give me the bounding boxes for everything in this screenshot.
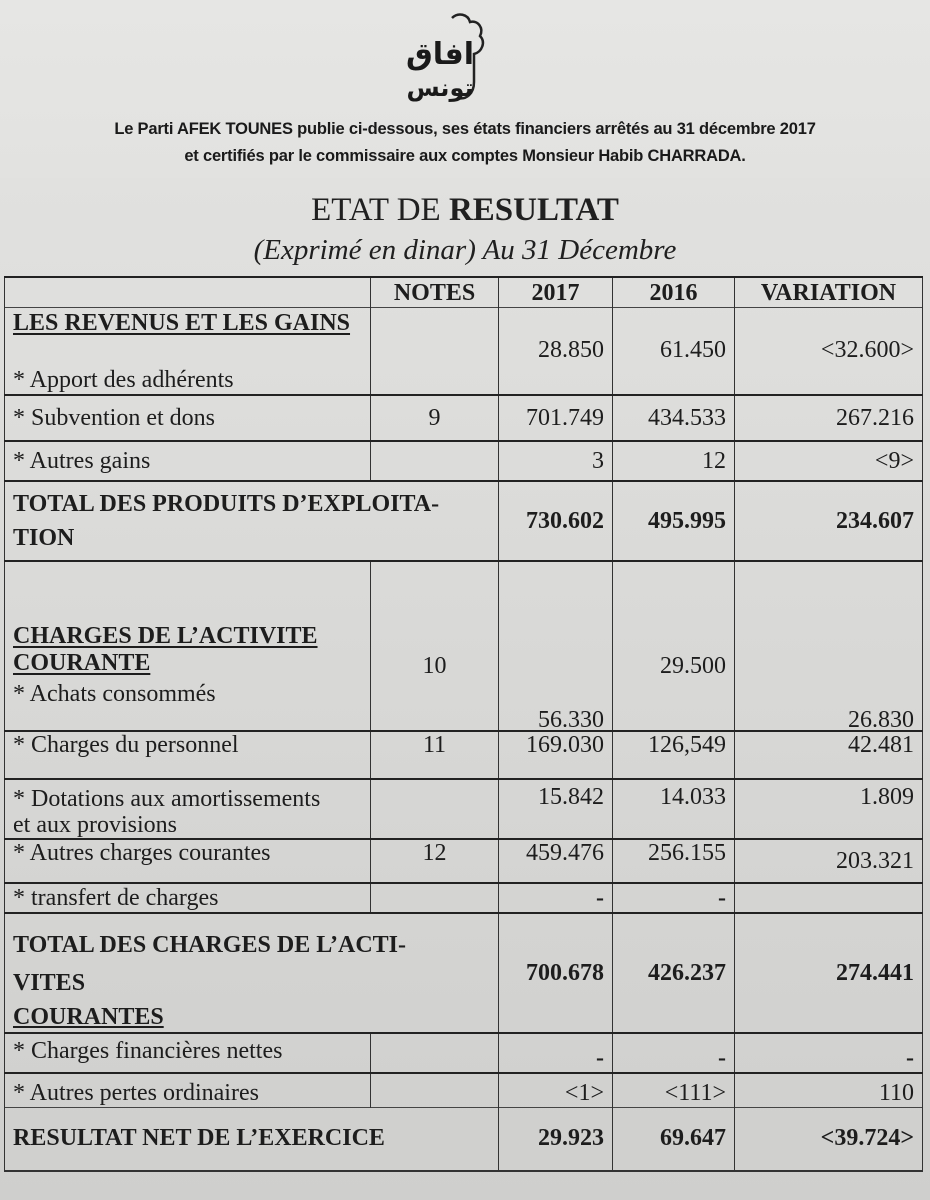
value-2016: - bbox=[613, 1033, 735, 1073]
value-variation: <9> bbox=[735, 441, 923, 481]
label-line-2: TION bbox=[13, 525, 75, 551]
row-label bbox=[5, 561, 371, 731]
value-variation: 110 bbox=[735, 1073, 923, 1107]
value-2016: 426.237 bbox=[613, 913, 735, 1033]
table-row bbox=[5, 731, 923, 779]
label-achats-consommes: * Achats consommés bbox=[13, 681, 216, 707]
header-notes: NOTES bbox=[371, 277, 499, 307]
row-notes bbox=[371, 779, 499, 839]
value-variation: 42.481 bbox=[735, 731, 923, 779]
table-row bbox=[5, 839, 923, 883]
title-bold: RESULTAT bbox=[448, 192, 619, 228]
section-title-revenus: LES REVENUS ET LES GAINS bbox=[13, 309, 351, 336]
table-row bbox=[5, 779, 923, 839]
value-variation bbox=[735, 883, 923, 913]
value-variation: - bbox=[735, 1033, 923, 1073]
label-line-1: * Dotations aux amortissements bbox=[13, 786, 321, 812]
intro-line-2: et certifiés par le commissaire aux comptes Monsieur Habib CHARRADA. bbox=[184, 147, 746, 165]
table-row bbox=[5, 1073, 923, 1107]
value-2016: 434.533 bbox=[613, 395, 735, 441]
afek-tounes-logo-icon bbox=[400, 12, 492, 108]
header-label bbox=[5, 277, 371, 307]
title-regular: ETAT DE bbox=[311, 192, 449, 228]
row-label bbox=[5, 913, 499, 1033]
row-notes bbox=[371, 307, 499, 395]
table-row-total-charges bbox=[5, 913, 923, 1033]
table-row-resultat-net bbox=[5, 1107, 923, 1171]
label-line-2: et aux provisions bbox=[13, 812, 177, 838]
row-notes: 12 bbox=[371, 839, 499, 883]
row-notes bbox=[371, 1033, 499, 1073]
value-2016: 14.033 bbox=[613, 779, 735, 839]
header-variation: VARIATION bbox=[735, 277, 923, 307]
value-2016: 495.995 bbox=[613, 481, 735, 561]
value-2017: 56.330 bbox=[499, 561, 613, 731]
value-2017: 701.749 bbox=[499, 395, 613, 441]
value-2017: 28.850 bbox=[499, 307, 613, 395]
logo-text-tounes: تونس bbox=[406, 74, 474, 102]
row-notes bbox=[371, 883, 499, 913]
row-notes: 10 bbox=[371, 561, 499, 731]
value-2016: <111> bbox=[613, 1073, 735, 1107]
table-row bbox=[5, 395, 923, 441]
label-line-3: COURANTES bbox=[13, 1004, 164, 1030]
value-2017: 29.923 bbox=[499, 1107, 613, 1171]
value-variation: 1.809 bbox=[735, 779, 923, 839]
row-label bbox=[5, 779, 371, 839]
row-label bbox=[5, 307, 371, 395]
row-label: RESULTAT NET DE L’EXERCICE bbox=[5, 1107, 499, 1171]
value-2016: 69.647 bbox=[613, 1107, 735, 1171]
row-label: * Charges financières nettes bbox=[5, 1033, 371, 1073]
value-2016: 126,549 bbox=[613, 731, 735, 779]
value-2016: - bbox=[613, 883, 735, 913]
table-header-row bbox=[5, 277, 923, 307]
value-variation: 274.441 bbox=[735, 913, 923, 1033]
table-row bbox=[5, 441, 923, 481]
value-2017: - bbox=[499, 1033, 613, 1073]
document-subtitle: (Exprimé en dinar) Au 31 Décembre bbox=[253, 234, 677, 266]
intro-text bbox=[0, 116, 930, 170]
row-notes bbox=[371, 441, 499, 481]
value-2017: 459.476 bbox=[499, 839, 613, 883]
row-label: * transfert de charges bbox=[5, 883, 371, 913]
table-row bbox=[5, 561, 923, 731]
value-variation: 234.607 bbox=[735, 481, 923, 561]
value-2017: 3 bbox=[499, 441, 613, 481]
row-notes: 9 bbox=[371, 395, 499, 441]
row-notes bbox=[371, 1073, 499, 1107]
table-row bbox=[5, 883, 923, 913]
row-label: * Autres charges courantes bbox=[5, 839, 371, 883]
value-2017: <1> bbox=[499, 1073, 613, 1107]
label-line-1: TOTAL DES CHARGES DE L’ACTI- bbox=[13, 932, 406, 958]
header-2016: 2016 bbox=[613, 277, 735, 307]
row-label: * Autres gains bbox=[5, 441, 371, 481]
value-variation: 267.216 bbox=[735, 395, 923, 441]
intro-line-1: Le Parti AFEK TOUNES publie ci-dessous, ses états financiers arrêtés au 31 décembre 2017 bbox=[114, 120, 816, 138]
row-label: * Autres pertes ordinaires bbox=[5, 1073, 371, 1107]
section-title-charges-line-1: CHARGES DE L’ACTIVITE bbox=[13, 623, 318, 649]
label-line-1: TOTAL DES PRODUITS D’EXPLOITA- bbox=[13, 491, 440, 517]
header-2017: 2017 bbox=[499, 277, 613, 307]
label-apport-adherents: * Apport des adhérents bbox=[13, 367, 234, 393]
value-2016: 29.500 bbox=[613, 561, 735, 731]
value-variation: 203.321 bbox=[735, 839, 923, 883]
section-title-charges-line-2: COURANTE bbox=[13, 650, 151, 676]
value-variation: 26.830 bbox=[735, 561, 923, 731]
row-notes: 11 bbox=[371, 731, 499, 779]
income-statement-table bbox=[4, 276, 923, 1172]
label-line-2: VITES bbox=[13, 970, 86, 996]
value-2017: 15.842 bbox=[499, 779, 613, 839]
row-label: * Charges du personnel bbox=[5, 731, 371, 779]
value-variation: <32.600> bbox=[735, 307, 923, 395]
value-2016: 256.155 bbox=[613, 839, 735, 883]
row-label bbox=[5, 481, 499, 561]
value-2017: - bbox=[499, 883, 613, 913]
table-row bbox=[5, 1033, 923, 1073]
value-2017: 169.030 bbox=[499, 731, 613, 779]
logo-text-afek: افاق bbox=[405, 37, 475, 72]
table-row-total-produits bbox=[5, 481, 923, 561]
row-label: * Subvention et dons bbox=[5, 395, 371, 441]
value-variation: <39.724> bbox=[735, 1107, 923, 1171]
value-2017: 700.678 bbox=[499, 913, 613, 1033]
value-2016: 12 bbox=[613, 441, 735, 481]
document-title bbox=[0, 190, 930, 230]
value-2017: 730.602 bbox=[499, 481, 613, 561]
value-2016: 61.450 bbox=[613, 307, 735, 395]
table-row bbox=[5, 307, 923, 395]
